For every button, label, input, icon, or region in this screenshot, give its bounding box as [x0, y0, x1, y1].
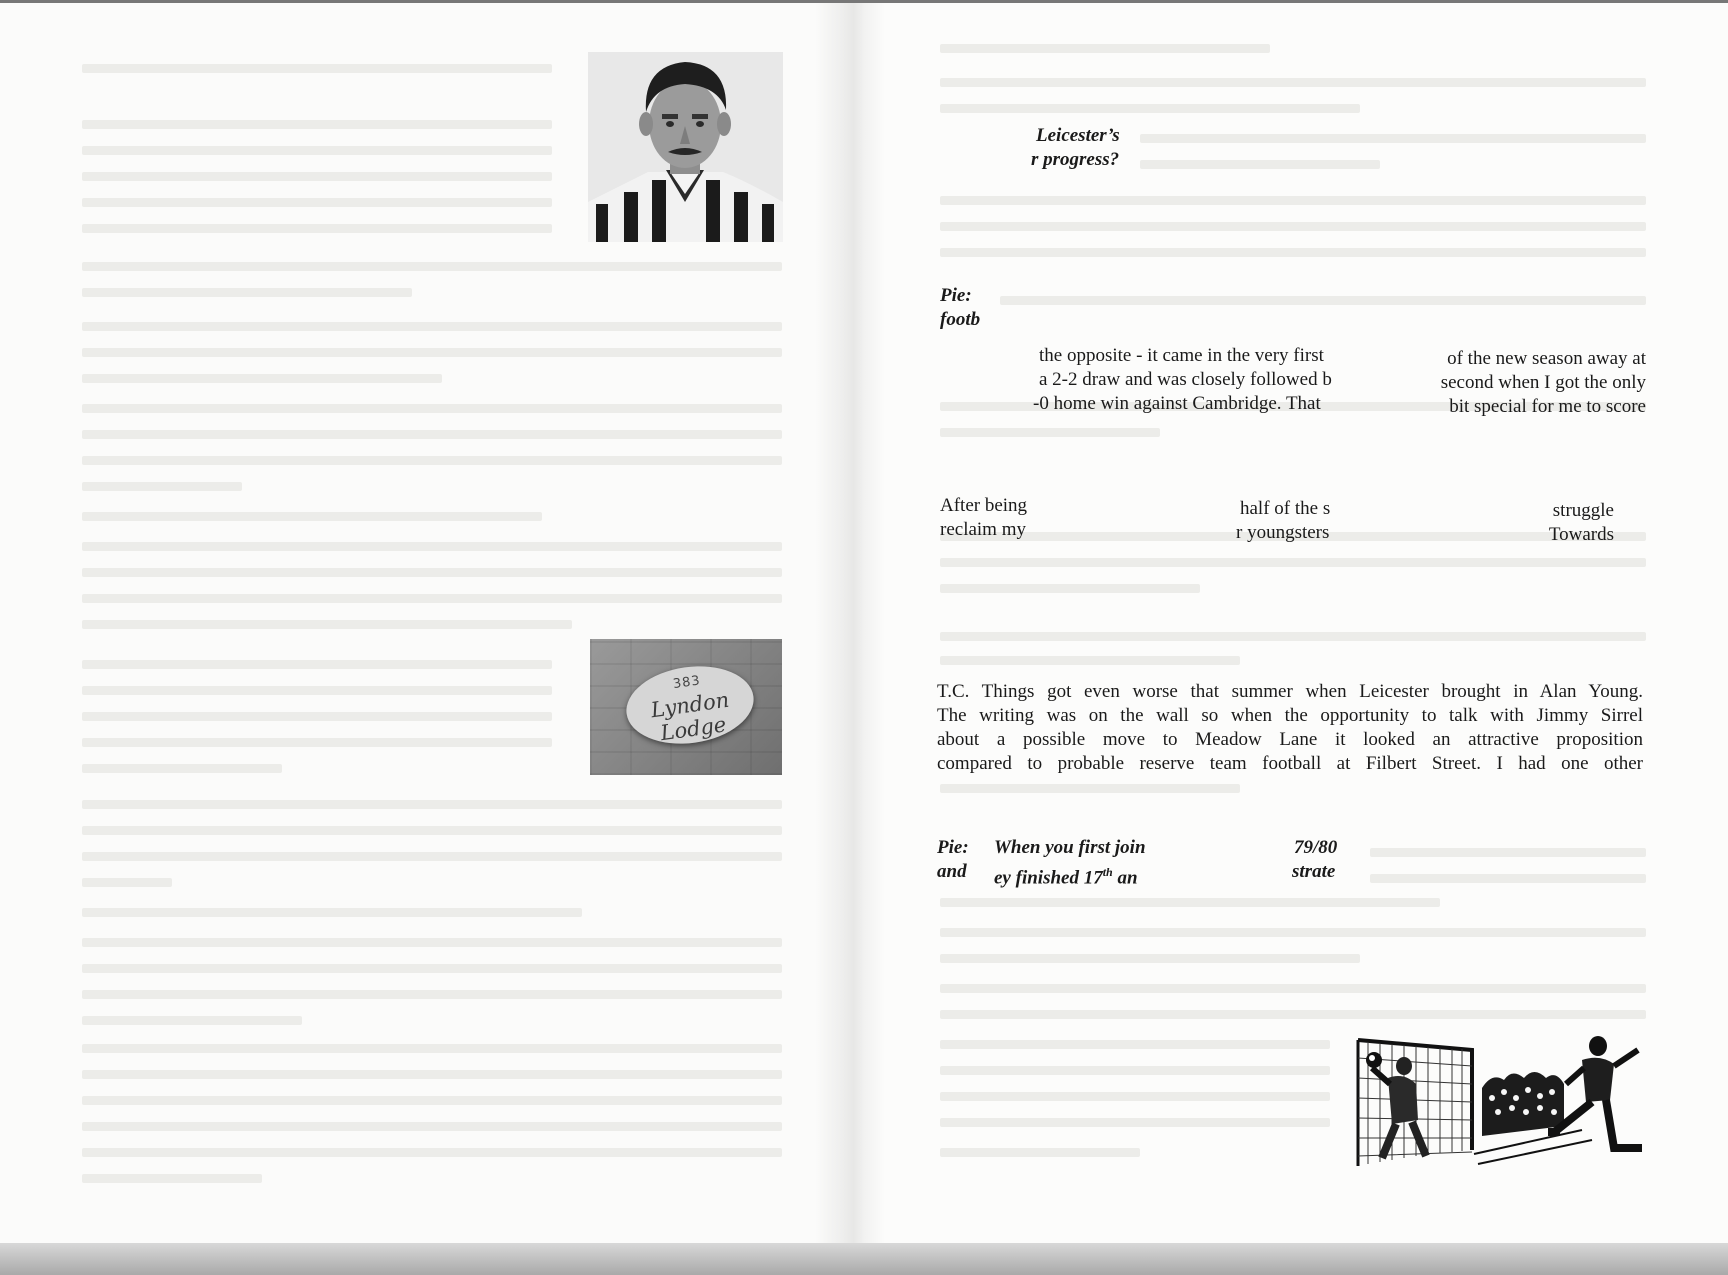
- question2-line1-season: 79/80: [1294, 837, 1338, 858]
- fragment-b-line1: half of the s: [1240, 498, 1331, 519]
- paragraph-line-1: T.C. Things got even worse that summer when Leicester brought in Alan Young.: [937, 681, 1643, 702]
- plaque-name: Lyndon Lodge: [649, 687, 731, 746]
- scan-top-edge: [0, 0, 1728, 3]
- question2-line2-fragment: strate: [1292, 861, 1336, 882]
- question2-line2-label: and: [937, 861, 967, 882]
- football-goalkeeper-cartoon-icon: [1352, 1028, 1648, 1178]
- footballer-portrait-icon: [588, 52, 783, 242]
- caption-line-2: r progress?: [1031, 149, 1120, 170]
- question2-line1-text: When you first join: [994, 837, 1146, 858]
- paragraph-line-4: compared to probable reserve team football at Filbert Street. I had one other: [937, 753, 1643, 774]
- paragraph-line-3: about a possible move to Meadow Lane it looked an attractive proposition: [937, 729, 1643, 750]
- book-gutter: [815, 0, 885, 1275]
- question2-label: Pie:: [937, 837, 969, 858]
- answer1-col2-line2: second when I got the only: [1440, 372, 1646, 393]
- fragment-a-line1: After being: [940, 495, 1028, 516]
- answer1-col2-line1: of the new season away at: [1447, 348, 1646, 369]
- paragraph-line-2: The writing was on the wall so when the opportunity to talk with Jimmy Sirrel: [937, 705, 1643, 726]
- football-goalkeeper-cartoon: [1352, 1028, 1648, 1178]
- fragment-c-line2: Towards: [1548, 524, 1614, 545]
- house-name-plaque-photo: [590, 639, 782, 775]
- question2-line2-text: ey finished 17th an: [994, 865, 1138, 889]
- fragment-a-line2: reclaim my: [940, 519, 1026, 540]
- plaque-oval: [621, 658, 758, 751]
- fragment-c-line1: struggle: [1552, 500, 1614, 521]
- question1-label: Pie:: [940, 285, 972, 306]
- question1-text: footb: [940, 309, 981, 330]
- answer-paragraph: [937, 680, 1643, 776]
- fragment-b-line2: r youngsters: [1236, 522, 1330, 543]
- footballer-portrait-photo: [588, 52, 783, 242]
- answer1-col2-line3: bit special for me to score: [1449, 396, 1646, 417]
- answer1-col1-line2: a 2-2 draw and was closely followed b: [1039, 369, 1332, 390]
- answer1-col1-line1: the opposite - it came in the very first: [1039, 345, 1324, 366]
- plaque-number: 383: [672, 673, 702, 693]
- scan-bottom-edge: [0, 1243, 1728, 1275]
- answer1-col1-line3: -0 home win against Cambridge. That: [1033, 393, 1321, 414]
- caption-line-1: Leicester’s: [1036, 125, 1120, 146]
